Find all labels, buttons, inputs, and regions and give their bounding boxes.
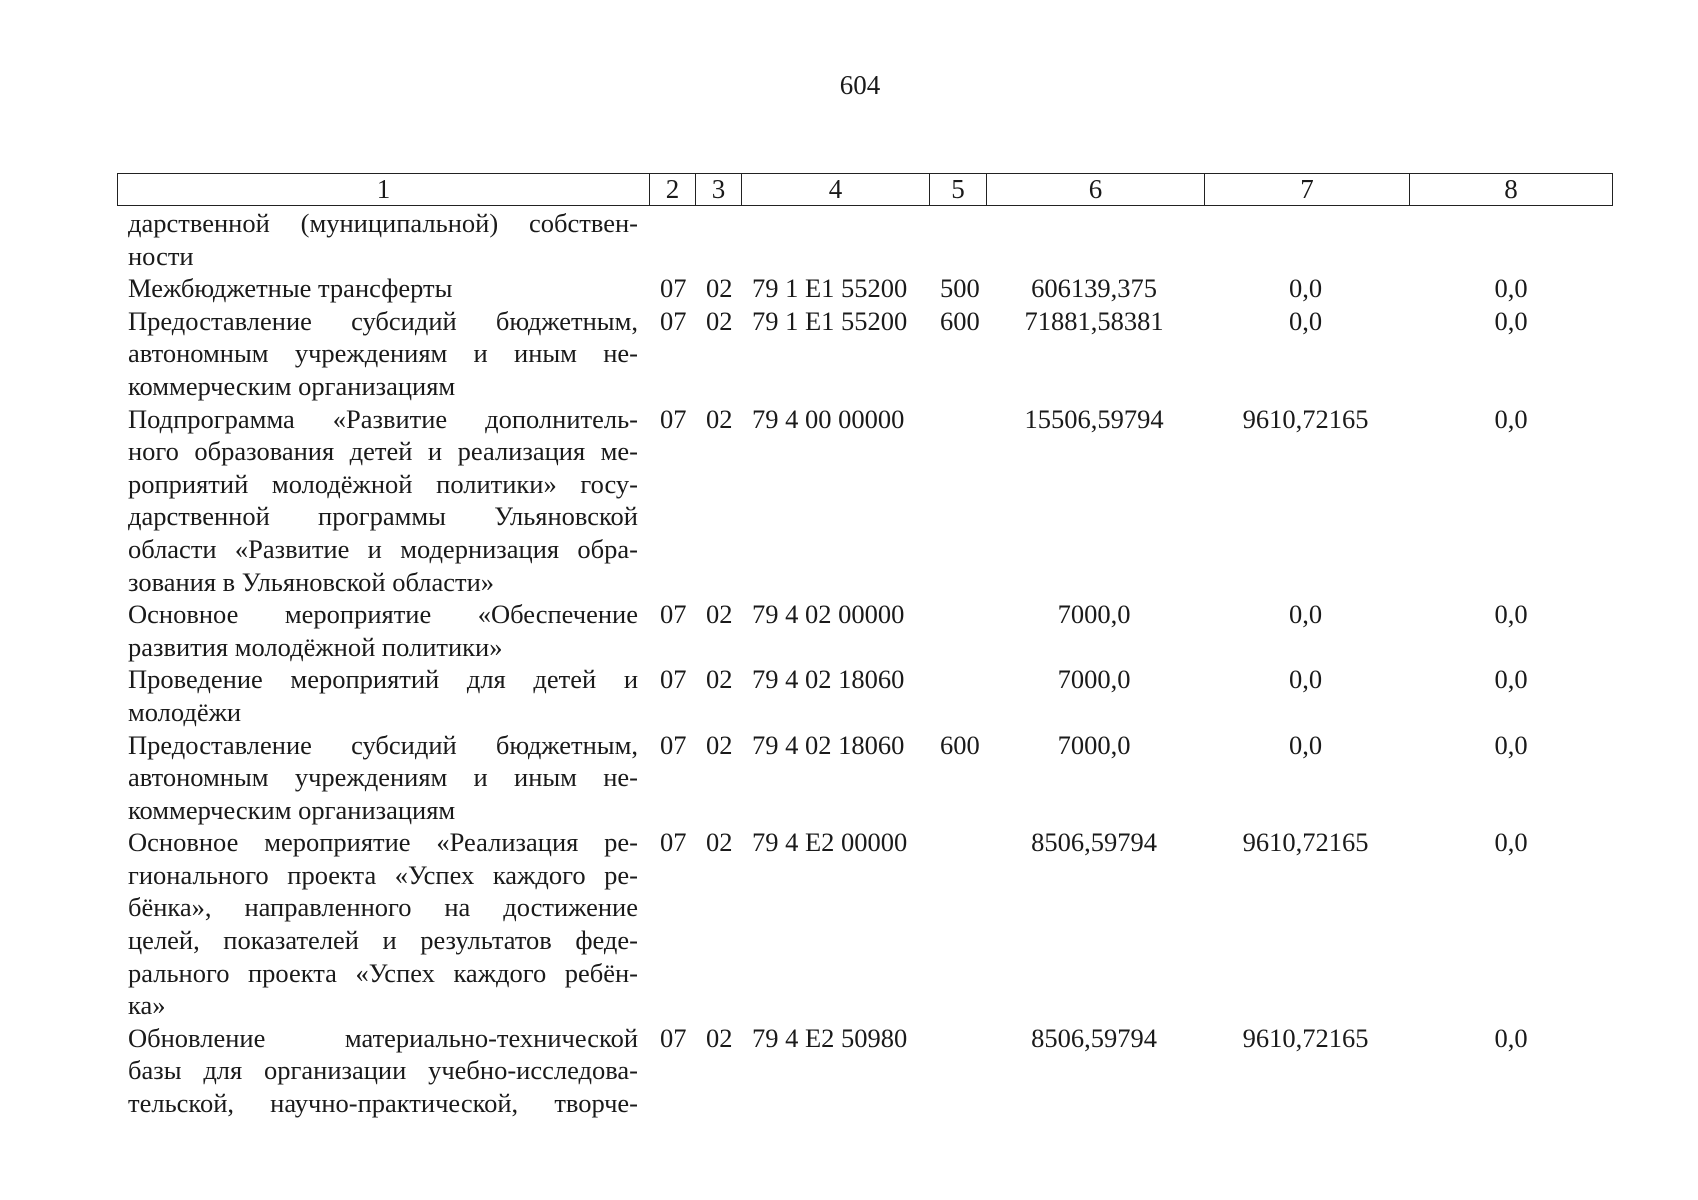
amount-col-8: 0,0 — [1494, 599, 1528, 630]
description-line: Предоставление субсидий бюджетным, — [128, 729, 638, 760]
description-line: дарственной программы Ульяновской — [128, 501, 638, 532]
section-code: 07 — [660, 729, 687, 760]
table-row — [0, 272, 1698, 305]
description-line: базы для организации учебно-исследова- — [128, 1055, 638, 1086]
section-code: 07 — [660, 599, 687, 630]
amount-col-7: 0,0 — [1288, 305, 1323, 336]
description-line: области «Развитие и модернизация обра- — [128, 533, 638, 564]
expense-type-code: 600 — [940, 305, 980, 336]
target-article-code: 79 4 02 00000 — [752, 599, 905, 630]
amount-col-8: 0,0 — [1494, 305, 1528, 336]
amount-col-7: 0,0 — [1288, 664, 1323, 695]
description-line: молодёжи — [128, 696, 242, 727]
table-row — [0, 826, 1698, 1022]
amount-col-8: 0,0 — [1494, 273, 1528, 304]
table-row — [0, 729, 1698, 827]
section-code: 07 — [660, 305, 687, 336]
section-code: 07 — [660, 1022, 687, 1053]
table-row — [0, 663, 1698, 728]
amount-col-7: 9610,72165 — [1242, 403, 1369, 434]
description-line: Предоставление субсидий бюджетным, — [128, 305, 638, 336]
header-col-7: 7 — [1205, 174, 1410, 206]
header-col-2: 2 — [650, 174, 696, 206]
description-line: Подпрограмма «Развитие дополнитель- — [128, 403, 638, 434]
amount-col-7: 0,0 — [1288, 729, 1323, 760]
header-col-6: 6 — [987, 174, 1205, 206]
header-row — [118, 174, 1613, 206]
amount-col-7: 0,0 — [1288, 599, 1323, 630]
subsection-code: 02 — [706, 729, 733, 760]
row-description — [128, 598, 638, 663]
header-col-5: 5 — [930, 174, 987, 206]
target-article-code: 79 4 00 00000 — [752, 403, 905, 434]
header-col-1: 1 — [118, 174, 650, 206]
description-line: зования в Ульяновской области» — [128, 566, 495, 597]
amount-col-6: 7000,0 — [1057, 599, 1131, 630]
amount-col-6: 7000,0 — [1057, 729, 1131, 760]
description-line: дарственной (муниципальной) собствен- — [128, 208, 638, 238]
subsection-code: 02 — [706, 664, 733, 695]
column-header-table — [117, 173, 1613, 206]
amount-col-6: 8506,59794 — [1031, 827, 1157, 858]
description-line: бёнка», направленного на достижение — [128, 892, 638, 923]
description-line: ка» — [128, 990, 166, 1021]
target-article-code: 79 4 02 18060 — [752, 664, 905, 695]
expense-type-code: 600 — [940, 729, 980, 760]
subsection-code: 02 — [706, 1022, 733, 1053]
expense-type-code: 500 — [940, 273, 980, 304]
description-line: Проведение мероприятий для детей и — [128, 664, 638, 695]
table-row — [0, 403, 1698, 599]
subsection-code: 02 — [706, 403, 733, 434]
amount-col-6: 71881,58381 — [1024, 305, 1164, 336]
amount-col-7: 9610,72165 — [1242, 1022, 1369, 1053]
subsection-code: 02 — [706, 305, 733, 336]
header-col-4: 4 — [742, 174, 930, 206]
table-row — [0, 207, 1698, 272]
target-article-code: 79 1 E1 55200 — [752, 305, 908, 336]
section-code: 07 — [660, 273, 687, 304]
target-article-code: 79 4 E2 00000 — [752, 827, 908, 858]
description-line: автономным учреждениям и иным не- — [128, 338, 638, 369]
description-line: гионального проекта «Успех каждого ре- — [128, 859, 638, 890]
row-description — [128, 403, 638, 599]
table-body — [0, 207, 1698, 1120]
description-line: ности — [128, 240, 194, 271]
page-number: 604 — [839, 70, 881, 100]
table-row — [0, 598, 1698, 663]
subsection-code: 02 — [706, 599, 733, 630]
amount-col-8: 0,0 — [1494, 827, 1528, 858]
amount-col-8: 0,0 — [1494, 729, 1528, 760]
description-line: Межбюджетные трансферты — [128, 273, 453, 304]
section-code: 07 — [660, 827, 687, 858]
description-line: ного образования детей и реализация ме- — [128, 436, 638, 467]
amount-col-7: 0,0 — [1288, 273, 1323, 304]
row-description — [128, 305, 638, 403]
amount-col-6: 8506,59794 — [1031, 1022, 1157, 1053]
row-description — [128, 729, 638, 827]
subsection-code: 02 — [706, 273, 733, 304]
target-article-code: 79 1 E1 55200 — [752, 273, 908, 304]
target-article-code: 79 4 02 18060 — [752, 729, 905, 760]
target-article-code: 79 4 E2 50980 — [752, 1022, 908, 1053]
description-line: целей, показателей и результатов феде- — [128, 925, 638, 956]
amount-col-6: 15506,59794 — [1024, 403, 1164, 434]
table-row — [0, 1022, 1698, 1120]
description-line: развития молодёжной политики» — [128, 631, 503, 662]
row-description — [128, 207, 638, 272]
table-row — [0, 305, 1698, 403]
description-line: Основное мероприятие «Реализация ре- — [128, 827, 638, 858]
description-line: Обновление материально-технической — [128, 1022, 638, 1053]
section-code: 07 — [660, 403, 687, 434]
description-line: коммерческим организациям — [128, 794, 456, 825]
amount-col-6: 7000,0 — [1057, 664, 1131, 695]
row-description — [128, 663, 638, 728]
amount-col-7: 9610,72165 — [1242, 827, 1369, 858]
amount-col-8: 0,0 — [1494, 664, 1528, 695]
row-description — [128, 826, 638, 1022]
header-col-3: 3 — [696, 174, 742, 206]
subsection-code: 02 — [706, 827, 733, 858]
amount-col-8: 0,0 — [1494, 1022, 1528, 1053]
description-line: коммерческим организациям — [128, 370, 456, 401]
amount-col-6: 606139,375 — [1031, 273, 1157, 304]
description-line: Основное мероприятие «Обеспечение — [128, 599, 638, 630]
header-col-8: 8 — [1410, 174, 1613, 206]
description-line: тельской, научно-практической, творче- — [128, 1088, 638, 1119]
description-line: автономным учреждениям и иным не- — [128, 762, 638, 793]
section-code: 07 — [660, 664, 687, 695]
row-description — [128, 1022, 638, 1120]
amount-col-8: 0,0 — [1494, 403, 1528, 434]
description-line: рального проекта «Успех каждого ребён- — [128, 957, 638, 988]
description-line: роприятий молодёжной политики» госу- — [128, 468, 638, 499]
row-description — [128, 272, 638, 305]
